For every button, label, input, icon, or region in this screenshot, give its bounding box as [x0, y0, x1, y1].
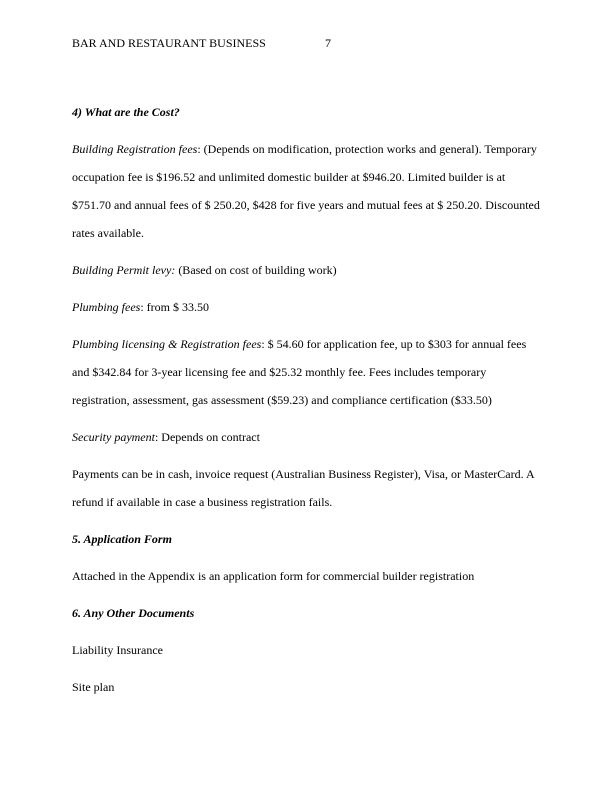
plumbing-licensing-paragraph [72, 330, 546, 414]
running-head: BAR AND RESTAURANT BUSINESS [72, 36, 266, 50]
section-5-heading: 5. Application Form [72, 532, 172, 546]
building-permit-text: (Based on cost of building work) [175, 263, 337, 277]
document-item: Liability Insurance [72, 643, 163, 657]
page-number: 7 [325, 36, 331, 50]
section-5-text: Attached in the Appendix is an application form for commercial builder registration [72, 569, 475, 583]
plumbing-licensing-text: : $ 54.60 for application fee, up to $303 for annual fees and $342.84 for 3-year licensing fee and $25.32 monthly fee. Fees includes temporary registration, assessment, gas assessment ($59.23) and compliance certification ($33.50) [72, 337, 527, 407]
building-permit-paragraph [72, 256, 546, 284]
security-payment-label: Security payment [72, 430, 155, 444]
plumbing-fees-label: Plumbing fees [72, 300, 141, 314]
plumbing-fees-paragraph [72, 293, 546, 321]
section-4-heading: 4) What are the Cost? [72, 105, 180, 119]
page-body [72, 98, 546, 710]
plumbing-fees-text: : from $ 33.50 [140, 300, 209, 314]
building-registration-paragraph [72, 135, 546, 247]
section-6-heading: 6. Any Other Documents [72, 606, 195, 620]
payments-paragraph: Payments can be in cash, invoice request (Australian Business Register), Visa, or MasterCard. A refund if available in case a business registration fails. [72, 467, 534, 509]
security-payment-text: : Depends on contract [154, 430, 260, 444]
plumbing-licensing-label: Plumbing licensing & Registration fees [72, 337, 262, 351]
security-payment-paragraph [72, 423, 546, 451]
building-registration-label: Building Registration fees [72, 142, 198, 156]
building-permit-label: Building Permit levy: [72, 263, 176, 277]
document-item: Site plan [72, 680, 115, 694]
building-registration-text: : (Depends on modification, protection works and general). Temporary occupation fee is $196.52 and unlimited domestic builder at $946.20. Limited builder is at $751.70 and annual fees of $ 250.20, $428 for five years and mutual fees at $ 250.20. Discounted rates available. [72, 142, 540, 240]
page-header [72, 36, 331, 51]
